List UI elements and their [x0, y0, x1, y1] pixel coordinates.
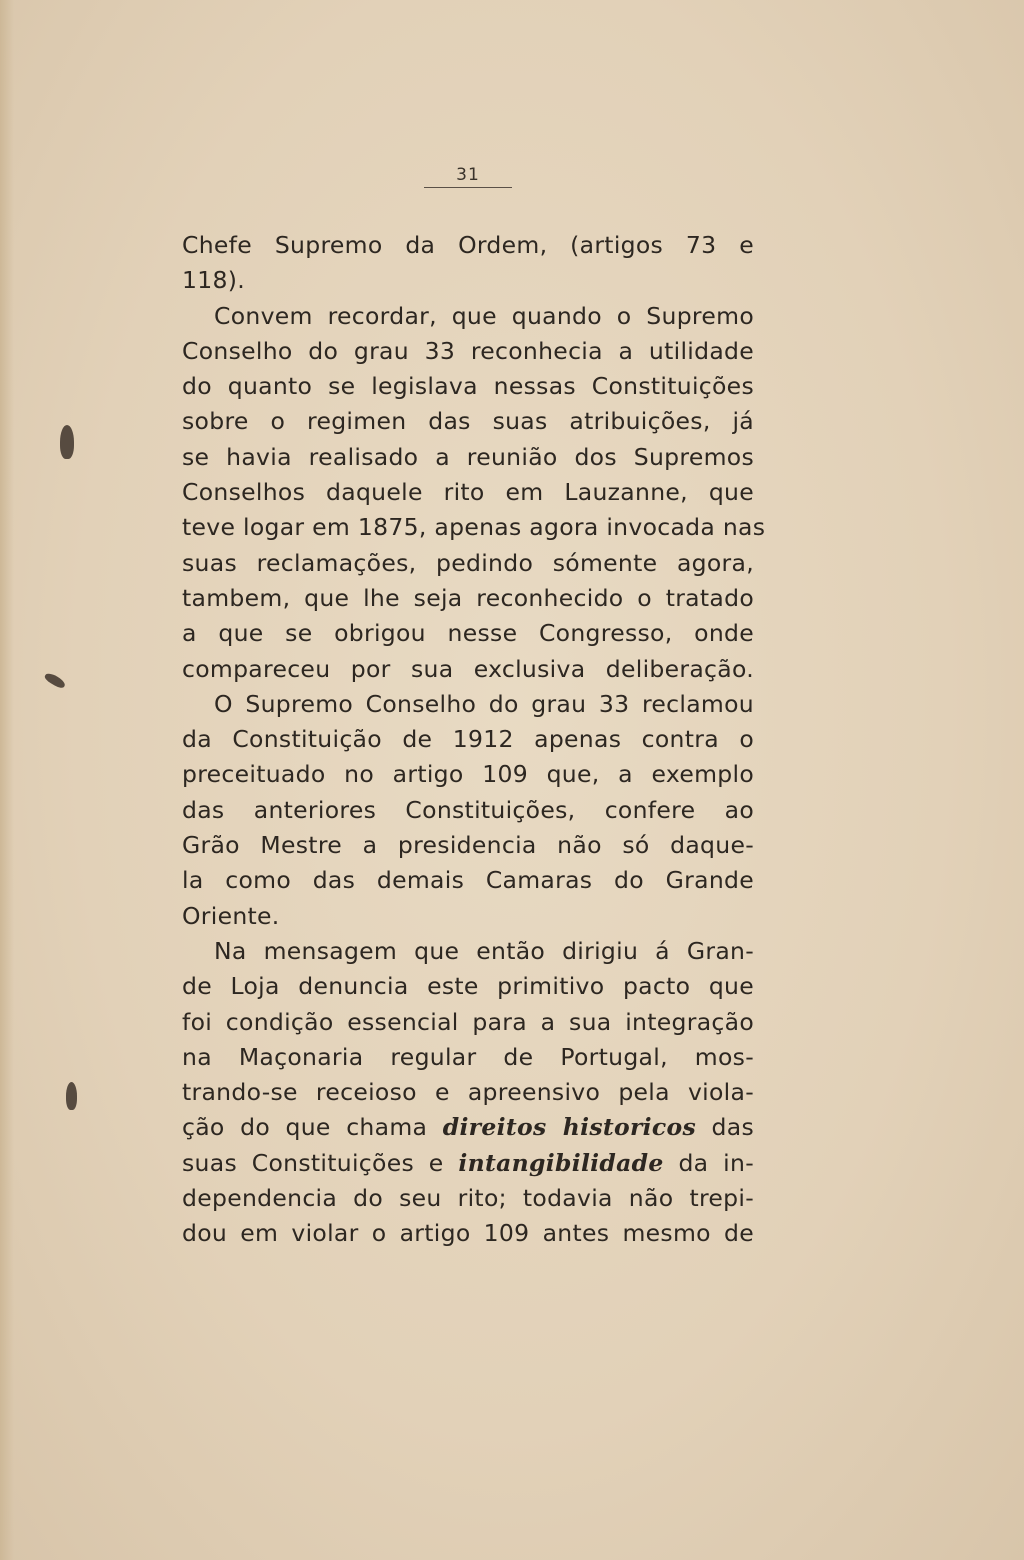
text-line: teve logar em 1875, apenas agora invocada nas — [182, 513, 766, 542]
body-text — [182, 228, 766, 1252]
page-number-rule — [424, 187, 512, 188]
text-line: 118). — [182, 266, 245, 295]
text-line: la como das demais Camaras do Grande — [182, 866, 754, 895]
text-segment: da in- — [663, 1148, 754, 1177]
text-line: suas reclamações, pedindo sómente agora, — [182, 548, 754, 577]
text-line — [182, 1146, 754, 1181]
ink-blot — [66, 1082, 77, 1110]
text-line: trando-se receioso e apreensivo pela viola- — [182, 1078, 754, 1107]
text-line: do quanto se legislava nessas Constituições — [182, 372, 754, 401]
text-line: Chefe Supremo da Ordem, (artigos 73 e — [182, 231, 754, 259]
text-line — [182, 1110, 754, 1145]
text-line: Conselho do grau 33 reconhecia a utilidade — [182, 336, 754, 365]
page-header — [423, 165, 513, 188]
italic-phrase: direitos historicos — [442, 1113, 697, 1142]
page-number: 31 — [456, 165, 480, 185]
text-line: de Loja denuncia este primitivo pacto que — [182, 972, 754, 1001]
text-line: da Constituição de 1912 apenas contra o — [182, 725, 754, 754]
text-line: Convem recordar, que quando o Supremo — [214, 301, 754, 330]
ink-blot — [60, 425, 74, 459]
text-line: Na mensagem que então dirigiu á Gran- — [214, 936, 754, 965]
text-line: se havia realisado a reunião dos Supremos — [182, 442, 754, 471]
binding-edge — [0, 0, 14, 1560]
text-line: compareceu por sua exclusiva deliberação. — [182, 654, 754, 683]
text-line: sobre o regimen das suas atribuições, já — [182, 407, 754, 436]
text-line: dependencia do seu rito; todavia não trepi- — [182, 1184, 754, 1213]
text-line: foi condição essencial para a sua integração — [182, 1007, 754, 1036]
italic-phrase: intangibilidade — [458, 1148, 664, 1177]
text-line: na Maçonaria regular de Portugal, mos- — [182, 1042, 754, 1071]
text-segment: ção do que chama — [182, 1113, 443, 1142]
text-line: Conselhos daquele rito em Lauzanne, que — [182, 478, 754, 507]
text-segment: das — [696, 1113, 754, 1142]
text-line: a que se obrigou nesse Congresso, onde — [182, 619, 754, 648]
text-line: Oriente. — [182, 901, 280, 930]
text-line: das anteriores Constituições, confere ao — [182, 795, 754, 824]
text-line: tambem, que lhe seja reconhecido o tratado — [182, 583, 754, 612]
ink-blot — [43, 671, 67, 690]
text-segment: suas Constituições e — [182, 1148, 459, 1177]
text-line: Grão Mestre a presidencia não só daque- — [182, 831, 754, 860]
text-line: dou em violar o artigo 109 antes mesmo de — [182, 1219, 754, 1248]
text-line: O Supremo Conselho do grau 33 reclamou — [214, 689, 754, 718]
text-line: preceituado no artigo 109 que, a exemplo — [182, 760, 754, 789]
